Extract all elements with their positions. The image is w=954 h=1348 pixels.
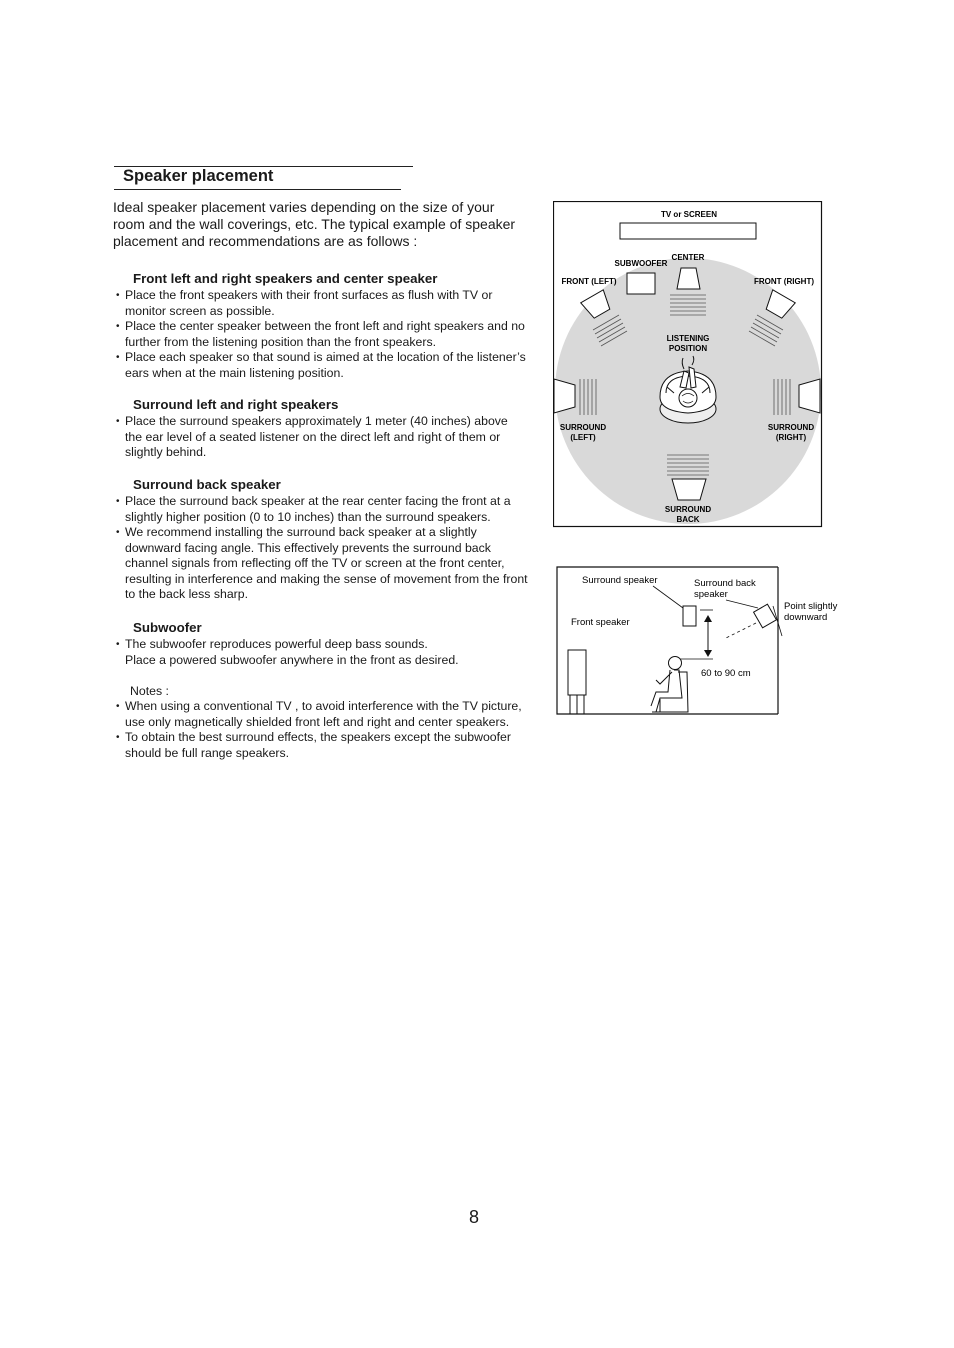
surround-back-label: Surround back — [694, 578, 756, 589]
page-title: Speaker placement — [123, 167, 274, 185]
front-speaker-label: Front speaker — [571, 617, 630, 628]
list-item: • To obtain the best surround effects, the speakers except the subwoofer should be full range speakers. — [116, 730, 528, 761]
section-front-speakers — [116, 270, 528, 381]
section-subwoofer — [116, 619, 528, 668]
listening-position-sublabel: POSITION — [668, 344, 708, 353]
surround-back-sublabel: BACK — [676, 515, 700, 524]
section-heading: Front left and right speakers and center speaker — [133, 271, 438, 286]
title-rule-bottom — [114, 189, 401, 190]
surround-left-speaker — [554, 379, 575, 413]
point-downward-sublabel: downward — [784, 612, 828, 623]
center-label: CENTER — [671, 253, 705, 262]
section-surround-speakers — [116, 396, 528, 461]
list-item: • Place the front speakers with their front surfaces as flush with TV or monitor screen as possible. — [116, 288, 528, 319]
notes-list — [116, 699, 528, 761]
tv-label: TV or SCREEN — [660, 210, 718, 219]
surround-right-label: SURROUND — [767, 423, 815, 432]
section-heading: Surround back speaker — [133, 477, 281, 492]
speaker-height-diagram — [556, 566, 844, 718]
list-item: • We recommend installing the surround back speaker at a slightly downward facing angle. This effectively prevents the surround back channel signals from reflecting off the TV or screen at the front center, resulting in interference and making the sense of movement from the front to the back less sharp. — [116, 525, 528, 603]
list-item: • Place each speaker so that sound is aimed at the location of the listener’s ears when at the main listening position. — [116, 350, 528, 381]
arrow-down-icon — [704, 650, 712, 657]
surround-speaker-leader — [653, 586, 683, 608]
arrow-up-icon — [704, 615, 712, 622]
front-right-label: FRONT (RIGHT) — [754, 277, 814, 286]
surround-right-sublabel: (RIGHT) — [775, 433, 807, 442]
list-item: • Place the surround speakers approximately 1 meter (40 inches) above the ear level of a seated listener on the direct left and right of them or slightly behind. — [116, 414, 528, 461]
front-speaker-side — [568, 650, 586, 714]
section-heading: Surround left and right speakers — [133, 397, 339, 412]
intro-paragraph: Ideal speaker placement varies depending on the size of your room and the wall coverings, etc. The typical example of speaker placement and recommendations are as follows : — [113, 199, 516, 249]
subwoofer-speaker — [627, 273, 655, 294]
page-number: 8 — [469, 1207, 480, 1227]
surround-left-sublabel: (LEFT) — [570, 433, 596, 442]
list-item: • When using a conventional TV , to avoid interference with the TV picture, use only magnetically shielded front left and right and center speakers. — [116, 699, 528, 730]
surround-right-speaker — [799, 379, 820, 413]
surround-speaker-label: Surround speaker — [582, 575, 658, 586]
listening-position-label: LISTENING — [666, 334, 710, 343]
list-item: Place a powered subwoofer anywhere in the front as desired. — [125, 652, 459, 667]
center-speaker — [677, 268, 700, 289]
point-downward-label: Point slightly — [784, 601, 838, 612]
list-item: • Place the center speaker between the front left and right speakers and no further from the listening position than the front speakers. — [116, 319, 528, 350]
speaker-layout-diagram — [553, 201, 823, 529]
tv-screen — [620, 223, 756, 239]
surround-speaker-side — [683, 606, 696, 626]
seated-listener-icon — [651, 657, 688, 713]
surround-back-sublabel: speaker — [694, 589, 728, 600]
surround-left-label: SURROUND — [559, 423, 607, 432]
surround-back-speaker — [672, 479, 706, 500]
height-label: 60 to 90 cm — [701, 668, 751, 679]
surround-back-leader — [726, 600, 758, 608]
section-heading: Subwoofer — [133, 620, 202, 635]
list-item: • The subwoofer reproduces powerful deep bass sounds. — [116, 637, 528, 653]
section-surround-back — [116, 476, 528, 603]
front-left-label: FRONT (LEFT) — [561, 277, 617, 286]
surround-back-label: SURROUND — [664, 505, 712, 514]
list-item: • Place the surround back speaker at the rear center facing the front at a slightly higher position (0 to 10 inches) than the surround speakers. — [116, 494, 528, 525]
subwoofer-label: SUBWOOFER — [614, 259, 668, 268]
notes-label: Notes : — [130, 684, 169, 698]
aim-line — [726, 623, 756, 638]
